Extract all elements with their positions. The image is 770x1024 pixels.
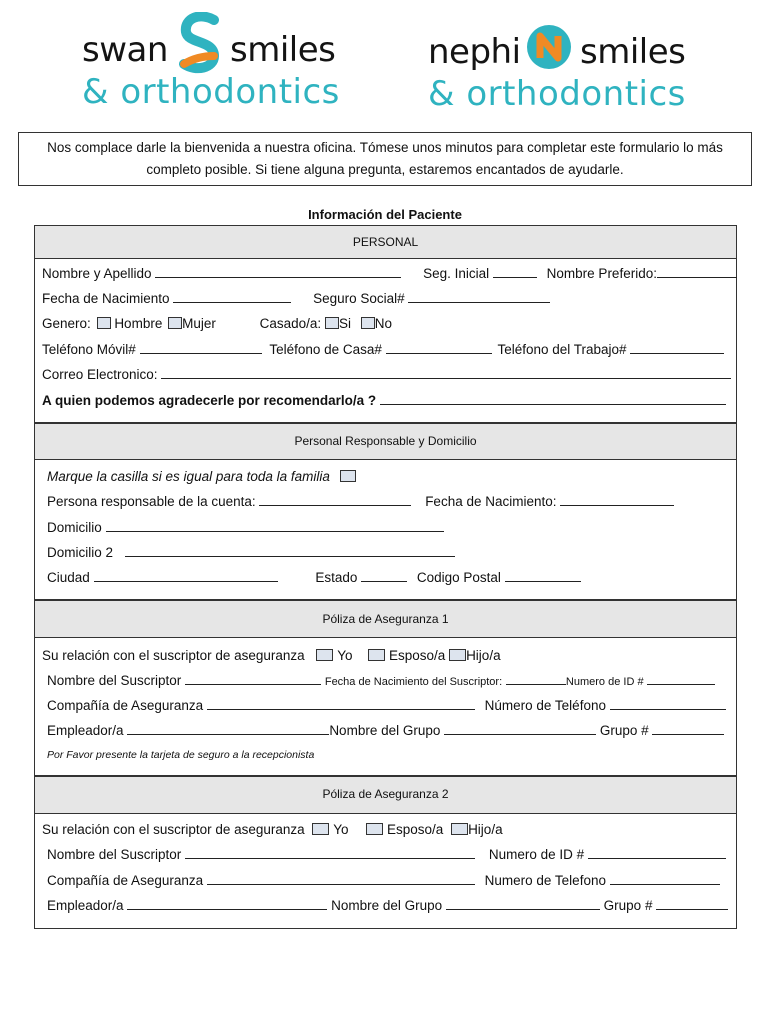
ins1-employer-row: Empleador/a Nombre del Grupo Grupo # xyxy=(47,723,724,738)
address1-field[interactable] xyxy=(106,520,444,532)
same-family-row: Marque la casilla si es igual para toda la familia xyxy=(47,469,356,484)
ins2-subscriber-field[interactable] xyxy=(185,847,475,859)
logo-word: swan xyxy=(82,30,168,70)
ins2-company-field[interactable] xyxy=(207,873,475,885)
responsible-person-row: Persona responsable de la cuenta: Fecha de Nacimiento: xyxy=(47,494,674,509)
male-checkbox[interactable] xyxy=(97,317,111,329)
dob-row: Fecha de Nacimiento Seguro Social# xyxy=(42,291,550,306)
swan-s-mark-icon xyxy=(178,12,222,74)
ins1-group-name-field[interactable] xyxy=(444,723,596,735)
mobile-field[interactable] xyxy=(140,342,262,354)
ins2-spouse-checkbox[interactable] xyxy=(366,823,383,835)
initial-field[interactable] xyxy=(493,266,537,278)
responsible-band: Personal Responsable y Domicilio xyxy=(34,423,737,460)
home-phone-field[interactable] xyxy=(386,342,492,354)
ins1-company-field[interactable] xyxy=(207,698,475,710)
ins1-employer-field[interactable] xyxy=(127,723,329,735)
nephi-smiles-logo xyxy=(428,12,698,112)
insurance1-band: Póliza de Aseguranza 1 xyxy=(34,600,737,638)
ins2-group-name-field[interactable] xyxy=(446,898,600,910)
married-no-checkbox[interactable] xyxy=(361,317,375,329)
ins1-child-checkbox[interactable] xyxy=(449,649,466,661)
email-row: Correo Electronico: xyxy=(42,367,731,382)
ins2-employer-field[interactable] xyxy=(127,898,327,910)
ins1-company-row: Compañía de Aseguranza Número de Teléfono xyxy=(47,698,726,713)
gender-row: Genero: Hombre Mujer Casado/a: Si No xyxy=(42,316,392,331)
logo-word: nephi xyxy=(428,32,521,72)
preferred-name-field[interactable] xyxy=(657,266,737,278)
ins2-group-field[interactable] xyxy=(656,898,728,910)
ins1-phone-field[interactable] xyxy=(610,698,726,710)
name-row: Nombre y Apellido Seg. Inicial Nombre Preferido: xyxy=(42,266,737,281)
email-field[interactable] xyxy=(161,367,731,379)
welcome-line: completo posible. Si tiene alguna pregunta, estaremos encantados de ayudarle. xyxy=(146,162,624,177)
welcome-message xyxy=(18,132,752,186)
ins2-id-field[interactable] xyxy=(588,847,726,859)
work-phone-field[interactable] xyxy=(630,342,724,354)
patient-info-title: Información del Paciente xyxy=(308,207,462,222)
ins1-group-field[interactable] xyxy=(652,723,724,735)
ins2-self-checkbox[interactable] xyxy=(312,823,329,835)
same-family-checkbox[interactable] xyxy=(340,470,356,482)
ins2-child-checkbox[interactable] xyxy=(451,823,468,835)
logo-word: smiles xyxy=(580,32,686,72)
address1-row: Domicilio xyxy=(47,520,444,535)
phone-row: Teléfono Móvil# Teléfono de Casa# Teléfono del Trabajo# xyxy=(42,342,724,357)
address2-field[interactable] xyxy=(125,545,455,557)
zip-field[interactable] xyxy=(505,570,581,582)
ssn-field[interactable] xyxy=(408,291,550,303)
ins1-subscriber-field[interactable] xyxy=(185,673,321,685)
welcome-line: Nos complace darle la bienvenida a nuestra oficina. Tómese unos minutos para completar este formulario lo más xyxy=(47,140,723,155)
female-checkbox[interactable] xyxy=(168,317,182,329)
ins1-subscriber-row: Nombre del Suscriptor Fecha de Nacimiento del Suscriptor: Numero de ID # xyxy=(47,673,715,688)
referral-row: A quien podemos agradecerle por recomendarlo/a ? xyxy=(42,393,726,408)
ins1-subscriber-dob-field[interactable] xyxy=(506,673,566,685)
logo-subtitle: & orthodontics xyxy=(82,72,340,112)
swan-smiles-logo xyxy=(82,8,352,112)
address2-row: Domicilio 2 xyxy=(47,545,455,560)
ins2-relation-row: Su relación con el suscriptor de aseguranza Yo Esposo/a Hijo/a xyxy=(42,822,503,837)
city-row: Ciudad Estado Codigo Postal xyxy=(47,570,581,585)
ins1-spouse-checkbox[interactable] xyxy=(368,649,385,661)
ins1-note: Por Favor presente la tarjeta de seguro a la recepcionista xyxy=(47,749,315,761)
ins2-phone-field[interactable] xyxy=(610,873,720,885)
responsible-person-field[interactable] xyxy=(259,494,411,506)
name-field[interactable] xyxy=(155,266,401,278)
ins2-employer-row: Empleador/a Nombre del Grupo Grupo # xyxy=(47,898,728,913)
logo-word: smiles xyxy=(230,30,336,70)
ins2-company-row: Compañía de Aseguranza Numero de Telefono xyxy=(47,873,720,888)
ins1-id-field[interactable] xyxy=(647,673,715,685)
ins1-relation-row: Su relación con el suscriptor de aseguranza Yo Esposo/a Hijo/a xyxy=(42,648,501,663)
ins2-subscriber-row: Nombre del Suscriptor Numero de ID # xyxy=(47,847,726,862)
state-field[interactable] xyxy=(361,570,407,582)
nephi-n-mark-icon xyxy=(526,24,572,70)
referral-field[interactable] xyxy=(380,393,726,405)
insurance2-band: Póliza de Aseguranza 2 xyxy=(34,776,737,814)
married-yes-checkbox[interactable] xyxy=(325,317,339,329)
logo-subtitle: & orthodontics xyxy=(428,74,686,114)
ins1-self-checkbox[interactable] xyxy=(316,649,333,661)
responsible-dob-field[interactable] xyxy=(560,494,674,506)
dob-field[interactable] xyxy=(173,291,291,303)
city-field[interactable] xyxy=(94,570,278,582)
personal-band: PERSONAL xyxy=(34,225,737,259)
